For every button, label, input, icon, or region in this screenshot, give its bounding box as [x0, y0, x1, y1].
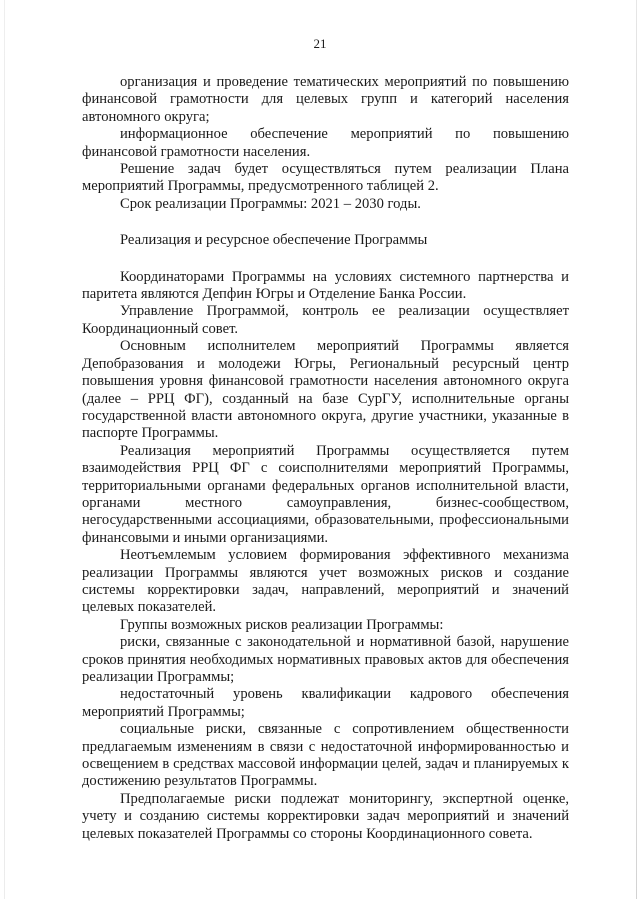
paragraph: недостаточный уровень квалификации кадрового обеспечения мероприятий Программы;: [82, 686, 569, 720]
spacer: [82, 213, 569, 232]
section-heading: Реализация и ресурсное обеспечение Программы: [120, 232, 428, 249]
paragraph: Предполагаемые риски подлежат мониторингу, экспертной оценке, учету и созданию системы корректировки задач мероприятий и значений целевых показателей Программы со стороны Координационного совета.: [82, 790, 569, 842]
spacer: [82, 250, 569, 269]
paragraph: Координаторами Программы на условиях системного партнерства и паритета являются Депфин Югры и Отделение Банка России.: [82, 268, 569, 303]
paragraph: Реализация мероприятий Программы осуществляется путем взаимодействия РРЦ ФГ с соисполнителями мероприятий Программы, территориальными органами федеральных органов исполнительной власти, органами местного самоуправления, бизнес-сообществом, негосударственными ассоциациями, образовательными, профессиональными финансовыми и иными организациями.: [82, 442, 569, 546]
page-number: 21: [313, 36, 327, 51]
document-body: [82, 74, 569, 843]
paragraph: риски, связанные с законодательной и нормативной базой, нарушение сроков принятия необходимых нормативных правовых актов для обеспечения реализации Программы;: [82, 634, 569, 685]
paragraph: Группы возможных рисков реализации Программы:: [120, 616, 444, 633]
scan-left-edge: [4, 0, 5, 899]
paragraph: информационное обеспечение мероприятий по повышению финансовой грамотности населения.: [82, 126, 569, 160]
paragraph: Основным исполнителем мероприятий Программы является Депобразования и молодежи Югры, Региональный ресурсный центр повышения уровня финансовой грамотности населения автономного округа (далее – РРЦ ФГ), созданный на базе СурГУ, исполнительные органы государственной власти автономного округа, другие участники, указанные в паспорте Программы.: [82, 338, 569, 442]
paragraph: Неотъемлемым условием формирования эффективного механизма реализации Программы являются учет возможных рисков и создание системы корректировки задач, направлений, мероприятий и значений целевых показателей.: [82, 547, 569, 616]
paragraph: организация и проведение тематических мероприятий по повышению финансовой грамотности для целевых групп и категорий населения автономного округа;: [82, 74, 569, 125]
paragraph: Срок реализации Программы: 2021 – 2030 годы.: [120, 195, 421, 212]
paragraph: Управление Программой, контроль ее реализации осуществляет Координационный совет.: [82, 303, 569, 337]
paragraph: социальные риски, связанные с сопротивлением общественности предлагаемым изменениям в связи с недостаточной информированностью и освещением в средствах массовой информации целей, задач и планируемых к достижению результатов Программы.: [82, 721, 569, 790]
scan-right-edge: [636, 0, 637, 899]
paragraph: Решение задач будет осуществляться путем реализации Плана мероприятий Программы, предусмотренного таблицей 2.: [82, 161, 569, 195]
